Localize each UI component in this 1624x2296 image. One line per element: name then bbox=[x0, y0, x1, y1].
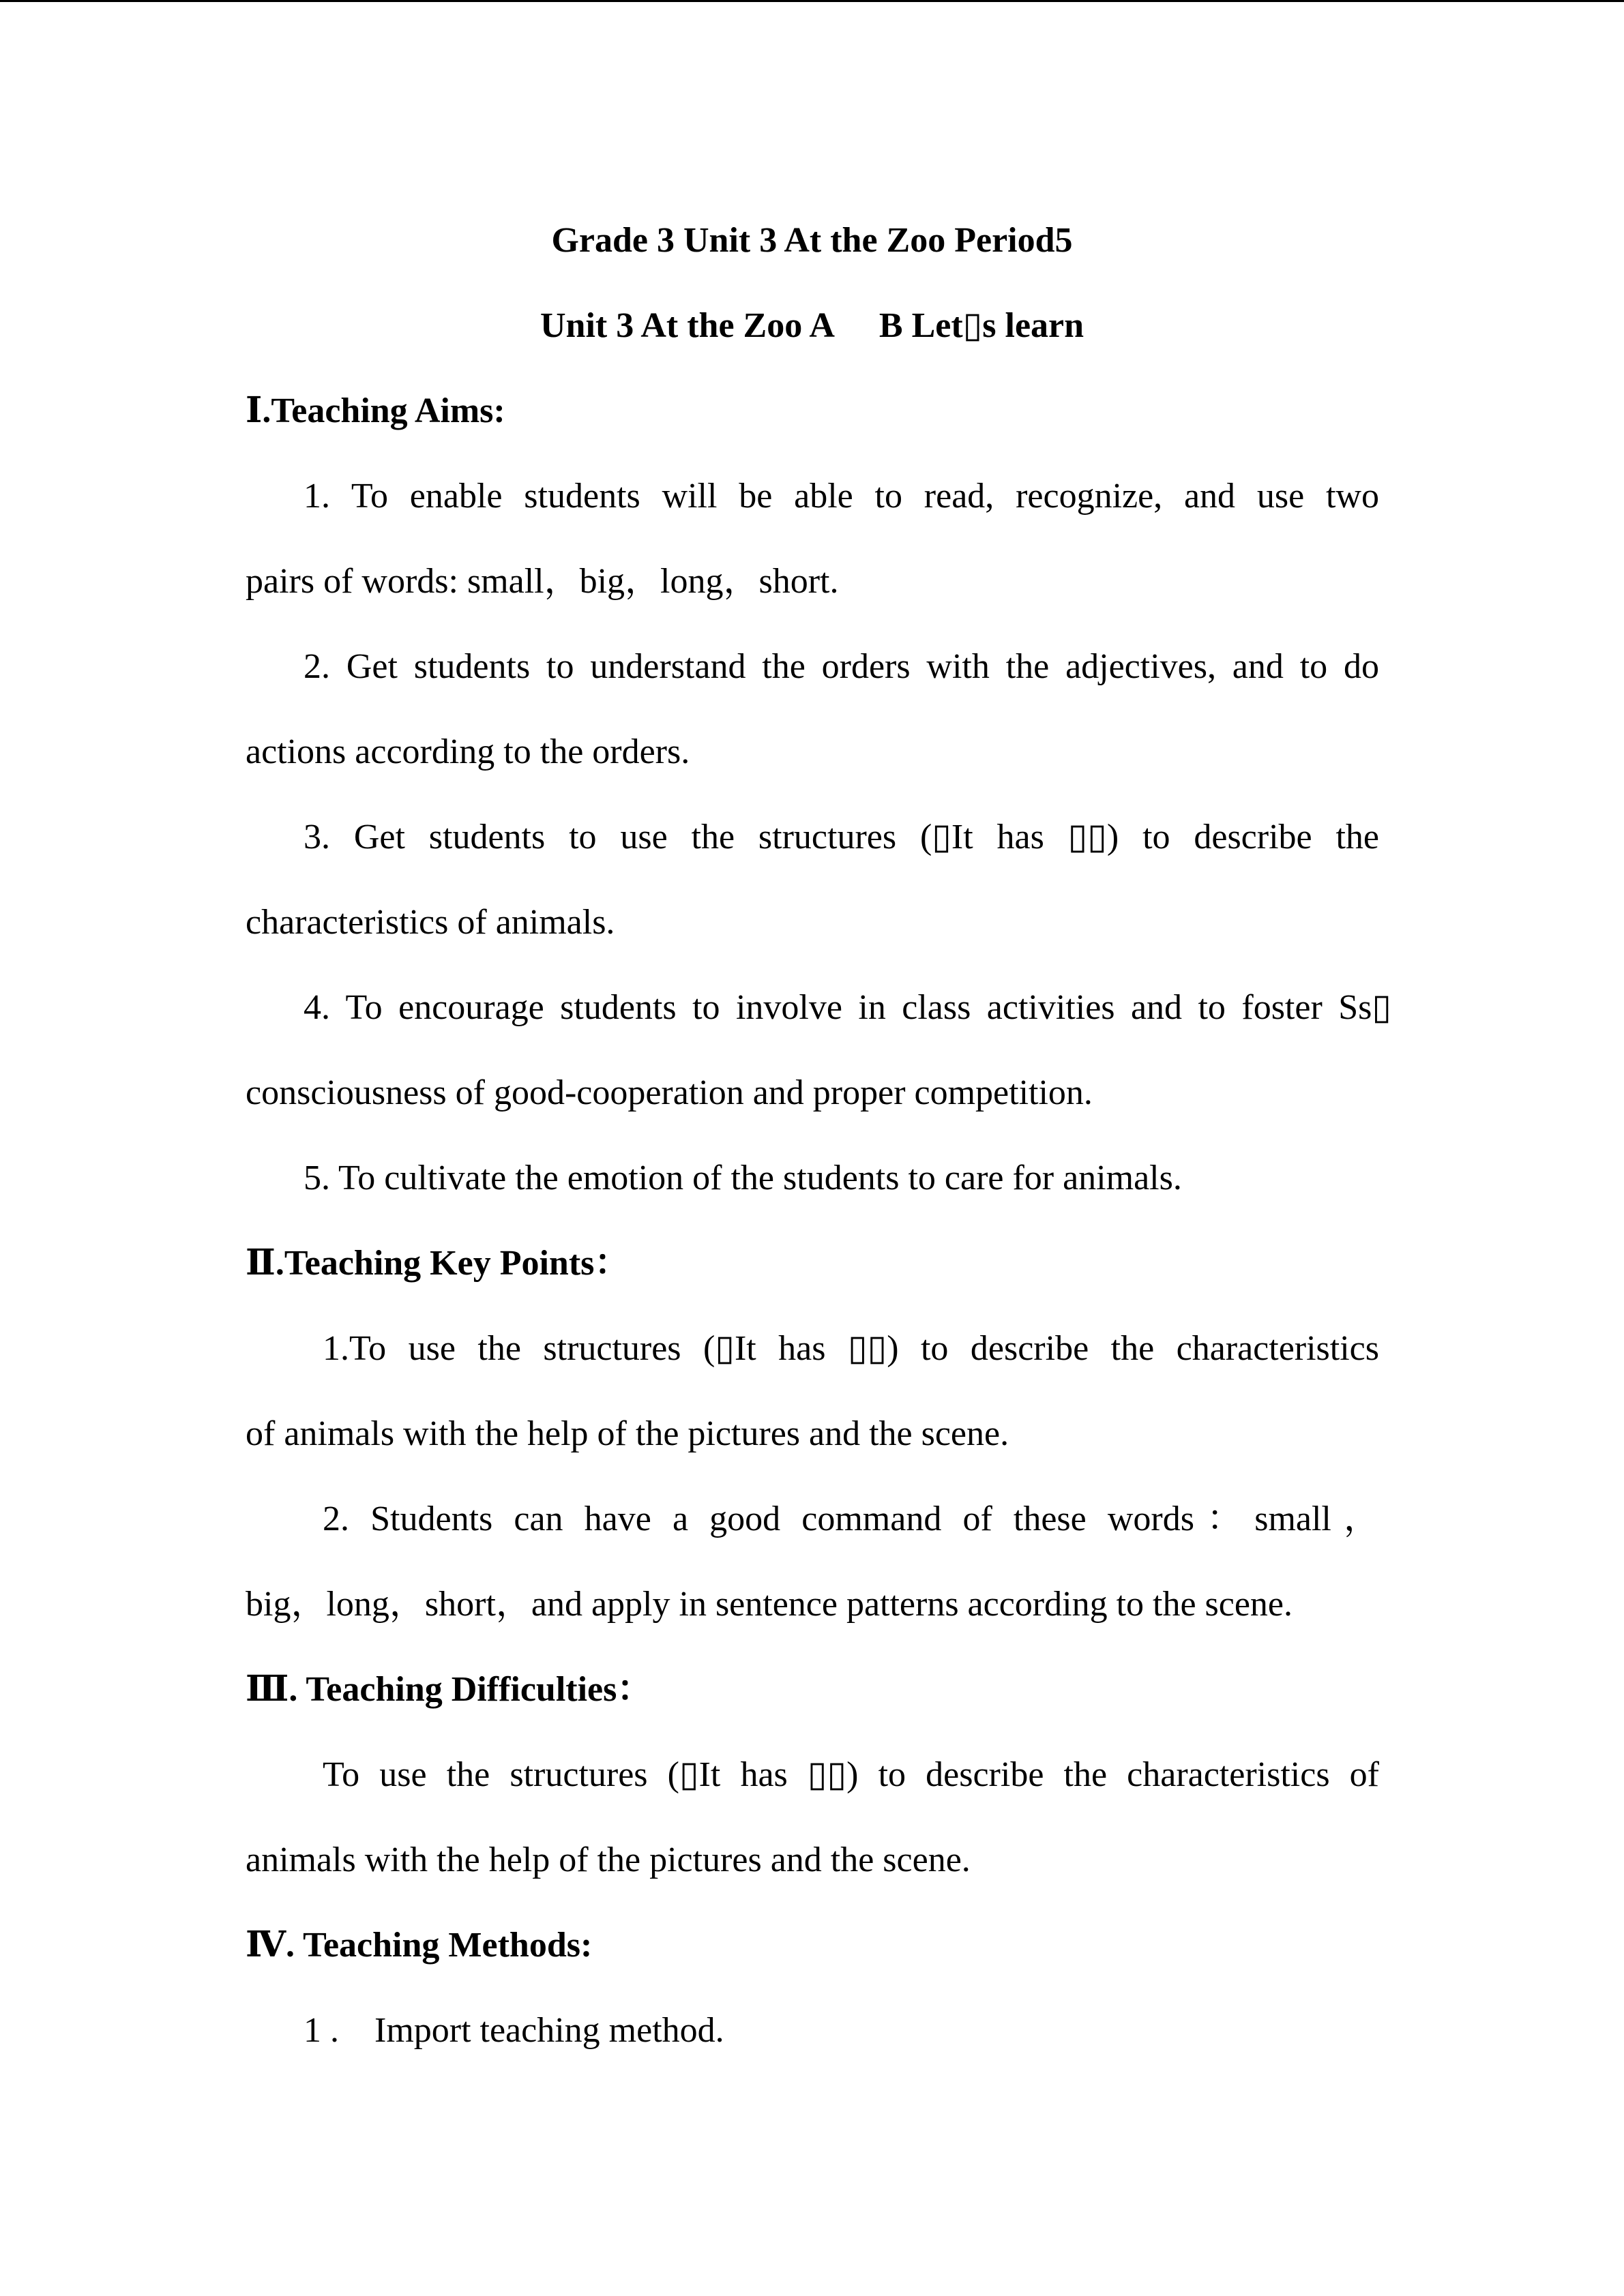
aims-item-5-line-1: 5. To cultivate the emotion of the students to care for animals. bbox=[304, 1159, 1182, 1197]
aims-item-2-line-1: 2. Get students to understand the orders with the adjectives, and to do bbox=[304, 647, 1379, 686]
aims-item-1-line-2: pairs of words: small，big，long，short. bbox=[246, 562, 839, 601]
aims-item-4-line-2: consciousness of good-cooperation and proper competition. bbox=[246, 1073, 1093, 1112]
key-points-item-1-line-1: 1.To use the structures (▯It has ▯▯) to describe the characteristics bbox=[323, 1329, 1379, 1368]
document-subtitle: Unit 3 At the Zoo A B Let▯s learn bbox=[540, 306, 1084, 345]
difficulties-line-1: To use the structures (▯It has ▯▯) to describe the characteristics of bbox=[323, 1755, 1379, 1794]
key-points-item-2-line-1: 2. Students can have a good command of these words：small， bbox=[323, 1500, 1379, 1538]
section-heading-teaching-difficulties: Ⅲ. Teaching Difficulties： bbox=[246, 1670, 653, 1709]
document-title: Grade 3 Unit 3 At the Zoo Period5 bbox=[551, 221, 1073, 260]
key-points-item-2-line-2: big，long，short，and apply in sentence patterns according to the scene. bbox=[246, 1585, 1293, 1624]
aims-item-1-line-1: 1. To enable students will be able to read, recognize, and use two bbox=[304, 477, 1379, 516]
section-heading-teaching-aims: Ⅰ.Teaching Aims: bbox=[246, 391, 505, 430]
aims-item-3-line-2: characteristics of animals. bbox=[246, 903, 615, 942]
section-heading-teaching-methods: Ⅳ. Teaching Methods: bbox=[246, 1926, 593, 1965]
key-points-item-1-line-2: of animals with the help of the pictures and the scene. bbox=[246, 1414, 1009, 1453]
aims-item-4-line-1: 4. To encourage students to involve in class activities and to foster Ss▯ bbox=[304, 988, 1391, 1027]
section-heading-key-points: Ⅱ.Teaching Key Points： bbox=[246, 1244, 630, 1283]
aims-item-3-line-1: 3. Get students to use the structures (▯It has ▯▯) to describe the bbox=[304, 818, 1379, 856]
aims-item-2-line-2: actions according to the orders. bbox=[246, 732, 690, 771]
methods-item-1: 1 . Import teaching method. bbox=[304, 2011, 724, 2050]
difficulties-line-2: animals with the help of the pictures and the scene. bbox=[246, 1840, 971, 1879]
